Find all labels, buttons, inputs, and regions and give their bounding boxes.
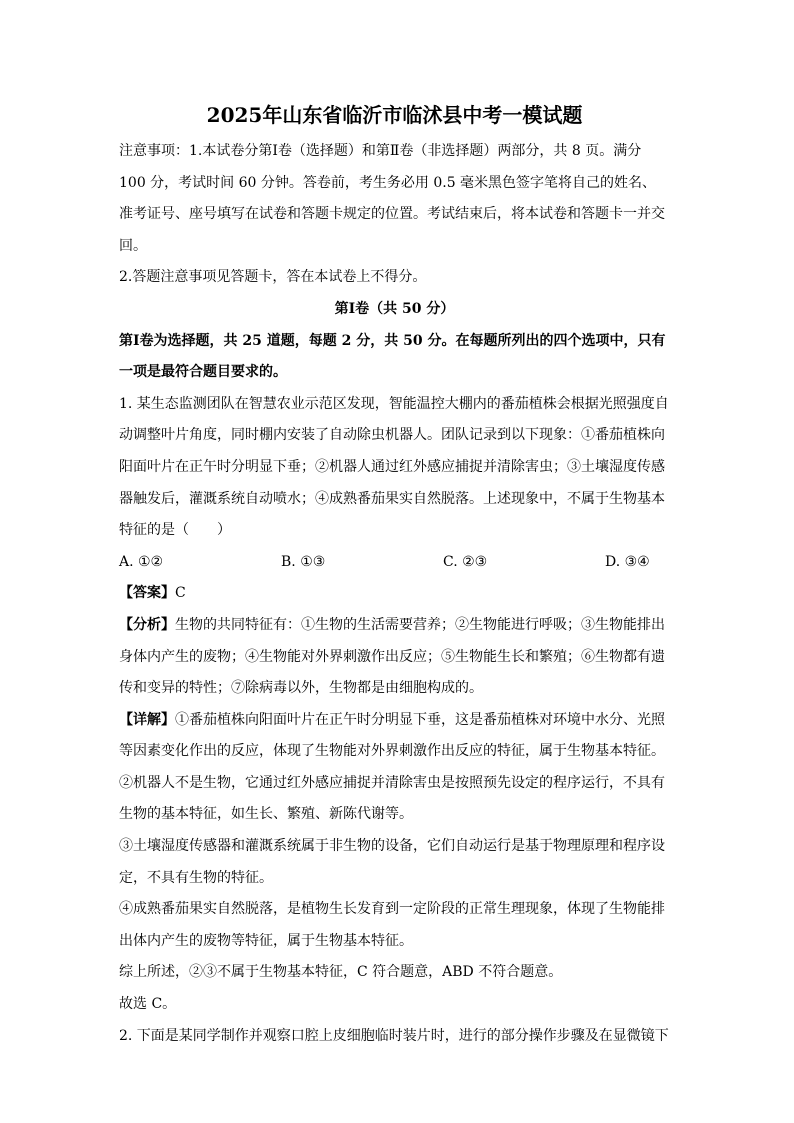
section-heading: 第Ⅰ卷（共 50 分） (334, 300, 455, 317)
summary-line: 综上所述，②③不属于生物基本特征，C 符合题意，ABD 不符合题意。 (119, 964, 563, 981)
detail-paragraph-2: ②机器人不是生物，它通过红外感应捕捉并清除害虫是按照预先设定的程序运行，不具有生物的基本特征，如生长、繁殖、新陈代谢等。 (119, 774, 665, 823)
answer-label: 【答案】 (119, 585, 175, 602)
option-c: C. ②③ (443, 553, 488, 570)
option-d: D. ③④ (605, 553, 650, 570)
detail-paragraph-1 (119, 705, 670, 768)
page-title: 2025年山东省临沂市临沭县中考一模试题 (206, 103, 583, 127)
question-1-options (119, 547, 670, 579)
detail-label: 【详解】 (119, 711, 175, 728)
detail-text-1: ①番茄植株向阳面叶片在正午时分明显下垂，这是番茄植株对环境中水分、光照等因素变化作出的反应，体现了生物能对外界刺激作出反应的特征，属于生物基本特征。 (119, 711, 665, 760)
analysis-paragraph (119, 610, 670, 705)
option-b: B. ①③ (281, 553, 326, 570)
notice-text: 注意事项：1.本试卷分第Ⅰ卷（选择题）和第Ⅱ卷（非选择题）两部分，共 8 页。满分 100 分，考试时间 60 分钟。答卷前，考生务必用 0.5 毫米黑色签字笔将自己的姓名、准考证号、座号填写在试卷和答题卡规定的位置。考试结束后，将本试卷和答题卡一并交回。 (119, 143, 665, 254)
analysis-text: 生物的共同特征有：①生物的生活需要营养；②生物能进行呼吸；③生物能排出身体内产生的废物；④生物能对外界刺激作出反应；⑤生物能生长和繁殖；⑥生物都有遗传和变异的特性；⑦除病毒以外，生物都是由细胞构成的。 (119, 616, 665, 697)
detail-paragraph-4: ④成熟番茄果实自然脱落，是植物生长发育到一定阶段的正常生理现象，体现了生物能排出体内产生的废物等特征，属于生物基本特征。 (119, 901, 665, 949)
question-2-stem: 2. 下面是某同学制作并观察口腔上皮细胞临时装片时，进行的部分操作步骤及在显微镜下 (119, 1027, 669, 1044)
notice-text-2: 2.答题注意事项见答题卡，答在本试卷上不得分。 (119, 269, 427, 286)
answer-value: C (175, 585, 186, 602)
answer-line (119, 578, 670, 610)
detail-paragraph-3: ③土壤湿度传感器和灌溉系统属于非生物的设备，它们自动运行是基于物理原理和程序设定，不具有生物的特征。 (119, 838, 665, 886)
option-a: A. ①② (119, 553, 164, 570)
section-instruction: 第Ⅰ卷为选择题，共 25 道题，每题 2 分，共 50 分。在每题所列出的四个选项中，只有一项是最符合题目要求的。 (119, 332, 666, 381)
conclusion-line: 故选 C。 (119, 996, 177, 1013)
question-1-stem: 1. 某生态监测团队在智慧农业示范区发现，智能温控大棚内的番茄植株会根据光照强度自动调整叶片角度，同时棚内安装了自动除虫机器人。团队记录到以下现象：①番茄植株向阳面叶片在正午时分明显下垂；②机器人通过红外感应捕捉并清除害虫；③土壤湿度传感器触发后，灌溉系统自动喷水；④成熟番茄果实自然脱落。上述现象中，不属于生物基本特征的是（ ） (119, 395, 669, 539)
analysis-label: 【分析】 (119, 616, 175, 633)
